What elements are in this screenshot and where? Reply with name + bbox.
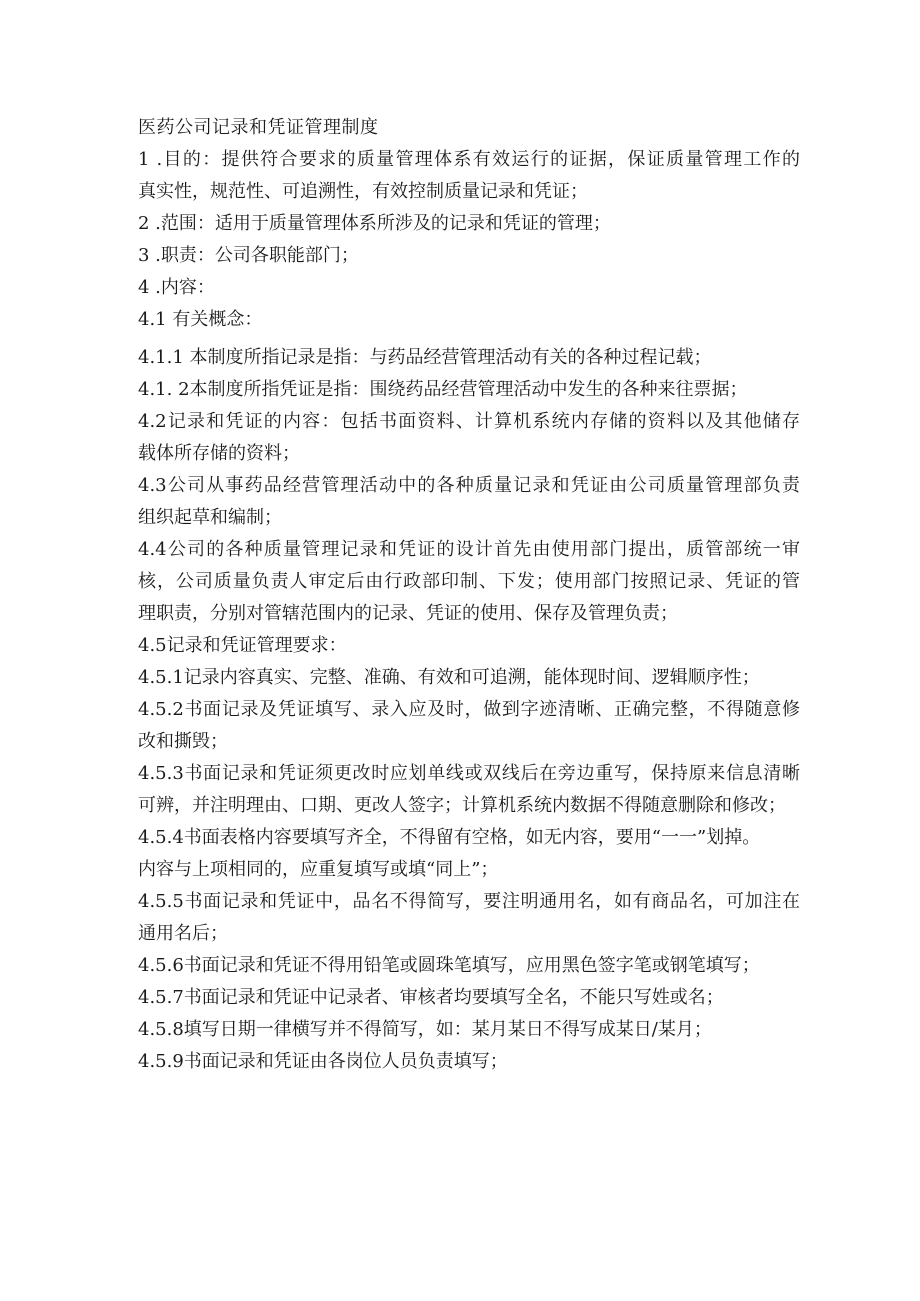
text-line: 载体所存储的资料； [138, 443, 300, 464]
text-line: 4.5.2书面记录及凭证填写、录入应及时，做到字迹清晰、正确完整，不得随意修 [138, 699, 800, 720]
text-line: 4.1. 2本制度所指凭证是指：围绕药品经营管理活动中发生的各种来往票据； [138, 379, 748, 400]
text-line: 真实性，规范性、可追溯性，有效控制质量记录和凭证； [138, 181, 588, 202]
text-line: 4.2记录和凭证的内容：包括书面资料、计算机系统内存储的资料以及其他储存 [138, 411, 800, 432]
text-line: 3 .职责：公司各职能部门； [138, 245, 359, 266]
text-line: 4 .内容： [138, 277, 215, 298]
text-line: 4.5.4书面表格内容要填写齐全，不得留有空格，如无内容，要用“一一”划掉。 [138, 827, 761, 848]
text-line: 1 .目的：提供符合要求的质量管理体系有效运行的证据，保证质量管理工作的 [138, 149, 800, 170]
text-line: 4.3公司从事药品经营管理活动中的各种质量记录和凭证由公司质量管理部负责 [138, 475, 800, 496]
text-line: 组织起草和编制； [138, 507, 282, 528]
text-line: 4.5.3书面记录和凭证须更改时应划单线或双线后在旁边重写，保持原来信息清晰 [138, 763, 800, 784]
text-line: 4.4公司的各种质量管理记录和凭证的设计首先由使用部门提出，质管部统一审 [138, 539, 800, 560]
text-line: 4.5.9书面记录和凭证由各岗位人员负责填写； [138, 1051, 508, 1072]
text-line: 4.1.1 本制度所指记录是指：与药品经营管理活动有关的各种过程记载； [138, 347, 712, 368]
text-line: 核，公司质量负责人审定后由行政部印制、下发；使用部门按照记录、凭证的管 [138, 571, 800, 592]
text-line: 2 .范围：适用于质量管理体系所涉及的记录和凭证的管理； [138, 213, 611, 234]
text-line: 可辨，并注明理由、口期、更改人签字；计算机系统内数据不得随意删除和修改； [138, 795, 786, 816]
text-line: 4.5.1记录内容真实、完整、准确、有效和可追溯，能体现时间、逻辑顺序性； [138, 667, 760, 688]
text-line: 内容与上项相同的，应重复填写或填“同上”； [138, 859, 499, 880]
text-line: 理职责，分别对管辖范围内的记录、凭证的使用、保存及管理负责； [138, 603, 678, 624]
text-line: 4.1 有关概念： [138, 309, 263, 330]
document-body [138, 112, 800, 1078]
text-line: 改和撕毁； [138, 731, 228, 752]
text-line: 通用名后； [138, 923, 228, 944]
text-line: 4.5.7书面记录和凭证中记录者、审核者均要填写全名，不能只写姓或名； [138, 987, 724, 1008]
text-line: 4.5.6书面记录和凭证不得用铅笔或圆珠笔填写，应用黑色签字笔或钢笔填写； [138, 955, 760, 976]
text-line: 4.5.8填写日期一律横写并不得简写，如：某月某日不得写成某日/某月； [138, 1019, 712, 1040]
text-line: 4.5.5书面记录和凭证中，品名不得简写，要注明通用名，如有商品名，可加注在 [138, 891, 800, 912]
text-line: 4.5记录和凭证管理要求： [138, 635, 347, 656]
document-title: 医药公司记录和凭证管理制度 [138, 117, 379, 138]
